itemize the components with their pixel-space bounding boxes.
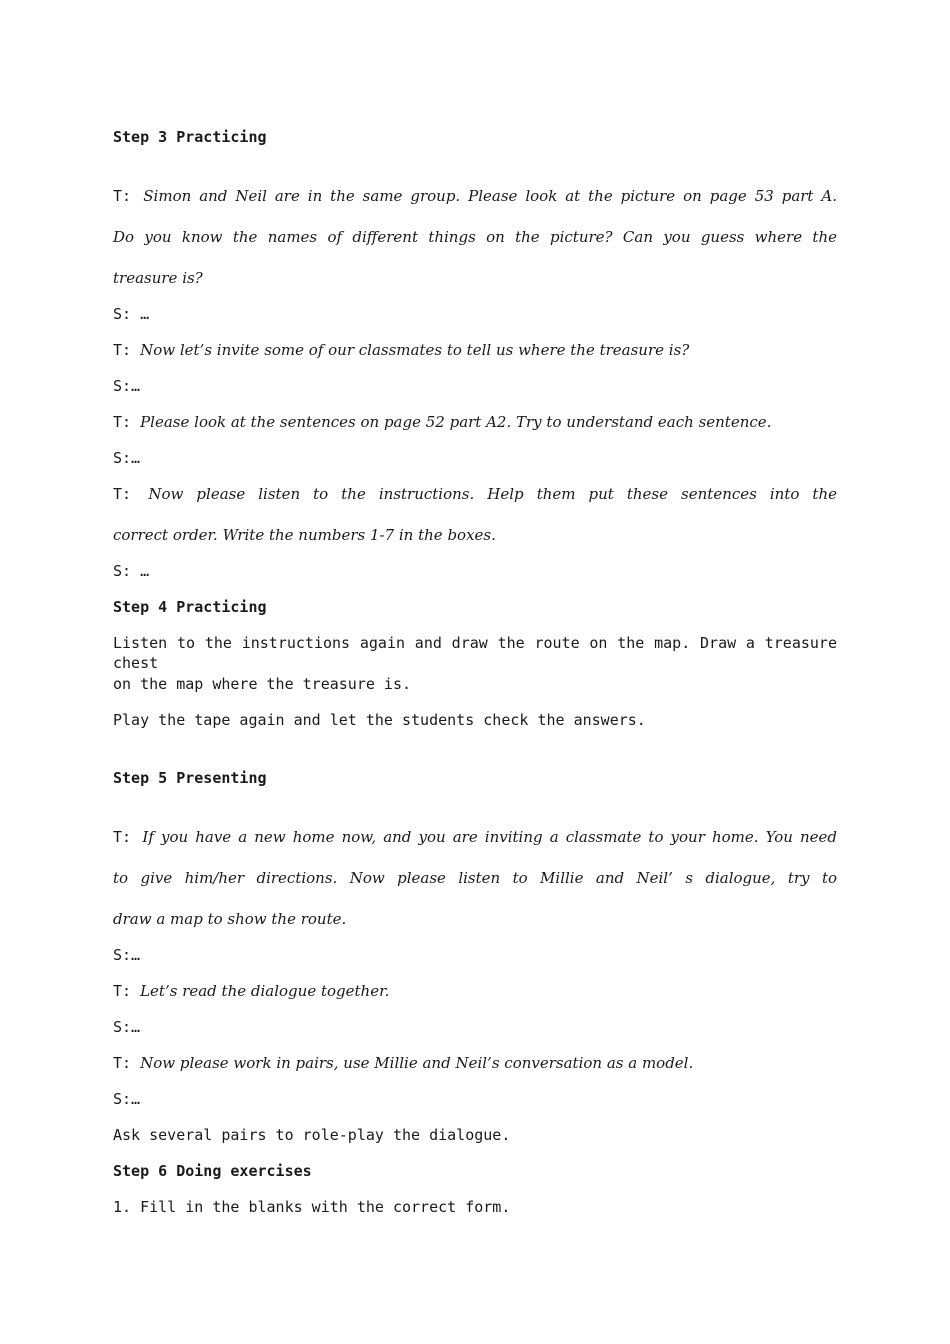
speaker-label: T: (113, 1054, 141, 1072)
step5-teacher-1-line-2: to give him/her directions. Now please listen to Millie and Neil’ s dialogue, try to (113, 869, 837, 887)
speech-text: Now please work in pairs, use Millie and Neil’s conversation as a model. (140, 1054, 694, 1072)
speech-text: Now please listen to the instructions. Help them put these sentences into the (148, 485, 837, 503)
speaker-label: T: (113, 485, 149, 503)
step6-item-1: 1. Fill in the blanks with the correct form. (113, 1198, 511, 1216)
step4-paragraph-1-line-2: on the map where the treasure is. (113, 675, 412, 693)
step3-student-3: S:… (113, 449, 141, 467)
step3-student-2: S:… (113, 377, 141, 395)
step5-heading: Step 5 Presenting (113, 769, 267, 787)
step4-paragraph-2: Play the tape again and let the students check the answers. (113, 711, 646, 729)
step5-teacher-1-line-1 (113, 827, 837, 847)
speaker-label: T: (113, 187, 144, 205)
speech-text: Simon and Neil are in the same group. Please look at the picture on page 53 part A. (143, 187, 838, 205)
step5-teacher-1-line-3: draw a map to show the route. (113, 910, 347, 928)
step5-teacher-2 (113, 981, 837, 1001)
step3-teacher-4-line-2: correct order. Write the numbers 1-7 in the boxes. (113, 526, 496, 544)
speaker-label: T: (113, 828, 143, 846)
speaker-label: T: (113, 413, 141, 431)
speech-text: If you have a new home now, and you are inviting a classmate to your home. You need (142, 828, 837, 846)
step5-teacher-3 (113, 1053, 837, 1073)
step5-student-2: S:… (113, 1018, 141, 1036)
step6-heading: Step 6 Doing exercises (113, 1162, 312, 1180)
step3-teacher-3 (113, 412, 837, 432)
step3-teacher-1-line-1 (113, 186, 837, 206)
speaker-label: T: (113, 982, 141, 1000)
speech-text: Let’s read the dialogue together. (140, 982, 390, 1000)
speech-text: Now let’s invite some of our classmates to tell us where the treasure is? (140, 341, 690, 359)
step5-paragraph-1: Ask several pairs to role-play the dialogue. (113, 1126, 511, 1144)
step3-teacher-1-line-3: treasure is? (113, 269, 203, 287)
step4-paragraph-1-line-1: Listen to the instructions again and draw the route on the map. Draw a treasure chest (113, 634, 837, 672)
step5-student-1: S:… (113, 946, 141, 964)
step3-teacher-4-line-1 (113, 484, 837, 504)
step3-teacher-1-line-2: Do you know the names of different things on the picture? Can you guess where the (113, 228, 837, 246)
step3-teacher-2 (113, 340, 837, 360)
step3-heading: Step 3 Practicing (113, 128, 267, 146)
step4-heading: Step 4 Practicing (113, 598, 267, 616)
step3-student-1: S: … (113, 305, 150, 323)
speaker-label: T: (113, 341, 141, 359)
step5-student-3: S:… (113, 1090, 141, 1108)
step3-student-4: S: … (113, 562, 150, 580)
speech-text: Please look at the sentences on page 52 part A2. Try to understand each sentence. (140, 413, 772, 431)
